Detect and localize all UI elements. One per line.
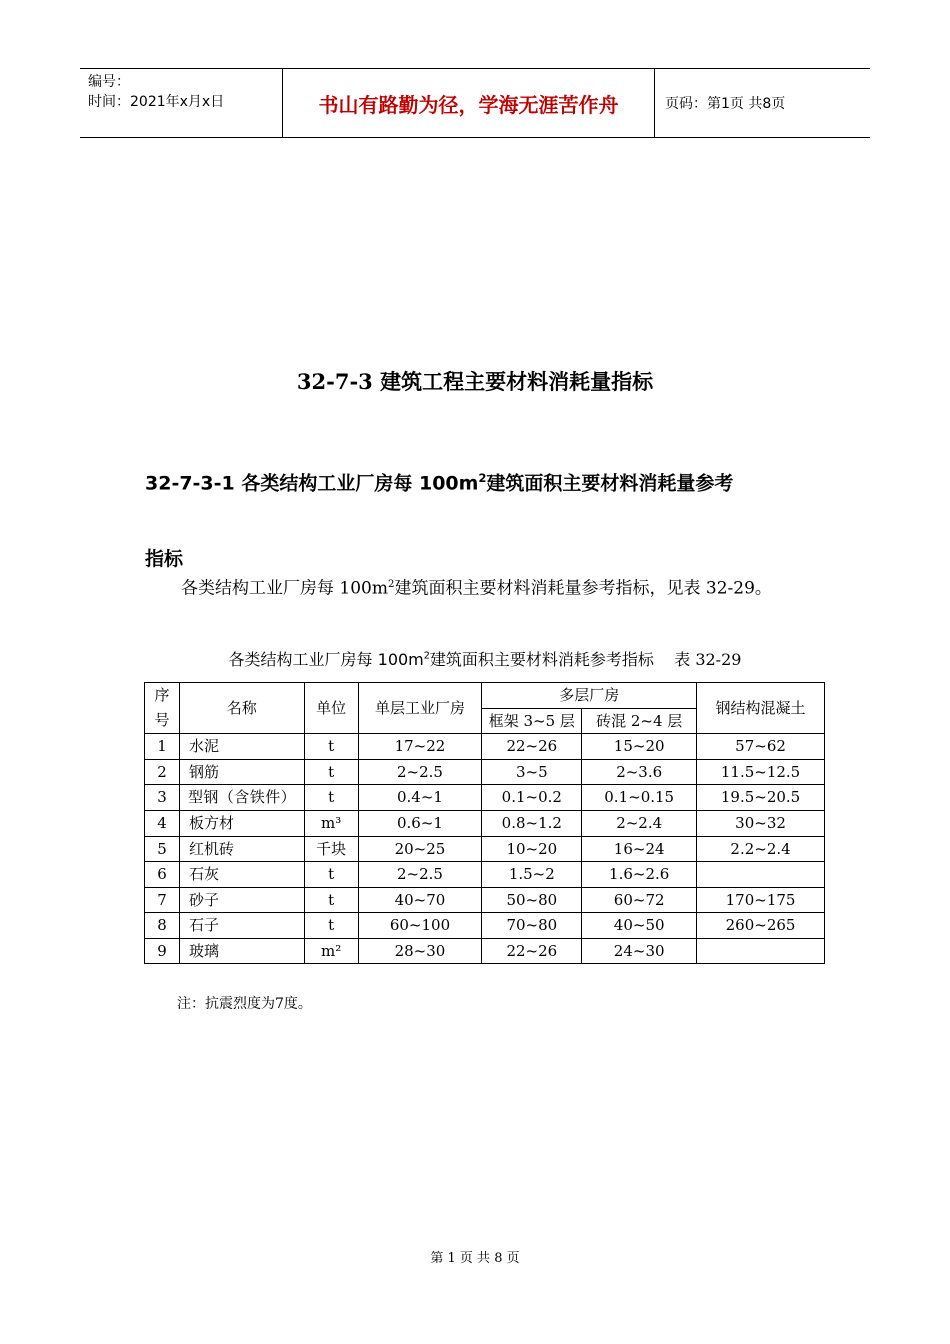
cell-frame: 70~80: [482, 913, 582, 939]
header-brick: 砖混 2~4 层: [582, 708, 697, 734]
header-row: [145, 683, 825, 709]
table-row: [145, 759, 825, 785]
cell-single: 0.6~1: [358, 811, 482, 837]
cell-unit: 千块: [304, 836, 358, 862]
cell-steel: 57~62: [697, 734, 825, 760]
cell-seq: 7: [145, 887, 180, 913]
cell-seq: 4: [145, 811, 180, 837]
cell-brick: 24~30: [582, 938, 697, 964]
cell-name: 石子: [179, 913, 304, 939]
cell-brick: 15~20: [582, 734, 697, 760]
cell-single: 2~2.5: [358, 862, 482, 888]
cell-single: 28~30: [358, 938, 482, 964]
cell-frame: 10~20: [482, 836, 582, 862]
cell-seq: 3: [145, 785, 180, 811]
cell-unit: t: [304, 862, 358, 888]
cell-name: 玻璃: [179, 938, 304, 964]
page-header: [80, 68, 870, 138]
cell-seq: 2: [145, 759, 180, 785]
caption-table-no: 表 32-29: [674, 650, 742, 669]
cell-single: 17~22: [358, 734, 482, 760]
cell-steel: 170~175: [697, 887, 825, 913]
header-motto: 书山有路勤为径，学海无涯苦作舟: [282, 69, 655, 137]
cell-name: 石灰: [179, 862, 304, 888]
cell-frame: 0.8~1.2: [482, 811, 582, 837]
cell-unit: t: [304, 887, 358, 913]
table-body: [145, 683, 825, 964]
cell-brick: 0.1~0.15: [582, 785, 697, 811]
cell-single: 20~25: [358, 836, 482, 862]
cell-unit: t: [304, 785, 358, 811]
cell-steel: 19.5~20.5: [697, 785, 825, 811]
cell-seq: 5: [145, 836, 180, 862]
section-title-line2: 指标: [145, 548, 184, 571]
caption-sup: 2: [423, 650, 430, 662]
cell-frame: 0.1~0.2: [482, 785, 582, 811]
cell-brick: 1.6~2.6: [582, 862, 697, 888]
intro-sup: 2: [387, 579, 395, 590]
header-unit: 单位: [304, 683, 358, 734]
section-title-sup: 2: [478, 471, 487, 485]
header-multi: 多层厂房: [482, 683, 697, 709]
header-steel: 钢结构混凝土: [697, 683, 825, 734]
header-seq: [145, 683, 180, 734]
cell-unit: t: [304, 734, 358, 760]
header-code-label: 编号：: [88, 74, 130, 90]
section-title-prefix: 32-7-3-1 各类结构工业厂房每 100m: [145, 472, 479, 495]
cell-steel: [697, 938, 825, 964]
cell-brick: 2~3.6: [582, 759, 697, 785]
cell-steel: [697, 862, 825, 888]
caption-main-before: 各类结构工业厂房每 100m: [228, 650, 424, 669]
section-title-suffix: 建筑面积主要材料消耗量参考: [486, 472, 734, 495]
materials-table: [144, 682, 825, 964]
header-meta: [80, 69, 282, 137]
cell-unit: m³: [304, 811, 358, 837]
cell-single: 60~100: [358, 913, 482, 939]
cell-frame: 50~80: [482, 887, 582, 913]
cell-name: 板方材: [179, 811, 304, 837]
table-row: [145, 913, 825, 939]
header-name: 名称: [179, 683, 304, 734]
header-single: 单层工业厂房: [358, 683, 482, 734]
cell-frame: 3~5: [482, 759, 582, 785]
cell-single: 0.4~1: [358, 785, 482, 811]
header-seq-text: 序号: [154, 686, 170, 729]
cell-brick: 16~24: [582, 836, 697, 862]
cell-frame: 22~26: [482, 734, 582, 760]
table-row: [145, 862, 825, 888]
table-row: [145, 785, 825, 811]
cell-unit: t: [304, 913, 358, 939]
main-title: 32-7-3 建筑工程主要材料消耗量指标: [296, 369, 654, 394]
cell-name: 钢筋: [179, 759, 304, 785]
table-row: [145, 836, 825, 862]
table-note: 注：抗震烈度为7度。: [177, 996, 312, 1012]
intro-paragraph: [145, 570, 825, 604]
cell-steel: 11.5~12.5: [697, 759, 825, 785]
cell-brick: 2~2.4: [582, 811, 697, 837]
intro-before: 各类结构工业厂房每 100m: [181, 578, 388, 599]
cell-name: 红机砖: [179, 836, 304, 862]
header-page-info: 页码：第1页 共8页: [665, 96, 786, 112]
header-time-label: 时间：2021年x月x日: [88, 94, 225, 110]
cell-single: 2~2.5: [358, 759, 482, 785]
cell-unit: t: [304, 759, 358, 785]
cell-name: 型钢（含铁件）: [179, 785, 304, 811]
cell-frame: 1.5~2: [482, 862, 582, 888]
table-row: [145, 811, 825, 837]
intro-after: 建筑面积主要材料消耗量参考指标，见表 32-29。: [394, 578, 772, 599]
cell-seq: 1: [145, 734, 180, 760]
table-row: [145, 938, 825, 964]
table-caption: [145, 647, 825, 670]
cell-name: 水泥: [179, 734, 304, 760]
cell-seq: 6: [145, 862, 180, 888]
cell-steel: 260~265: [697, 913, 825, 939]
caption-main-after: 建筑面积主要材料消耗参考指标: [429, 650, 654, 669]
cell-single: 40~70: [358, 887, 482, 913]
table-row: [145, 734, 825, 760]
cell-seq: 8: [145, 913, 180, 939]
cell-unit: m²: [304, 938, 358, 964]
cell-name: 砂子: [179, 887, 304, 913]
cell-steel: 2.2~2.4: [697, 836, 825, 862]
header-frame: 框架 3~5 层: [482, 708, 582, 734]
cell-brick: 40~50: [582, 913, 697, 939]
cell-seq: 9: [145, 938, 180, 964]
cell-brick: 60~72: [582, 887, 697, 913]
table-row: [145, 887, 825, 913]
page-footer: 第 1 页 共 8 页: [430, 1251, 520, 1266]
cell-frame: 22~26: [482, 938, 582, 964]
cell-steel: 30~32: [697, 811, 825, 837]
